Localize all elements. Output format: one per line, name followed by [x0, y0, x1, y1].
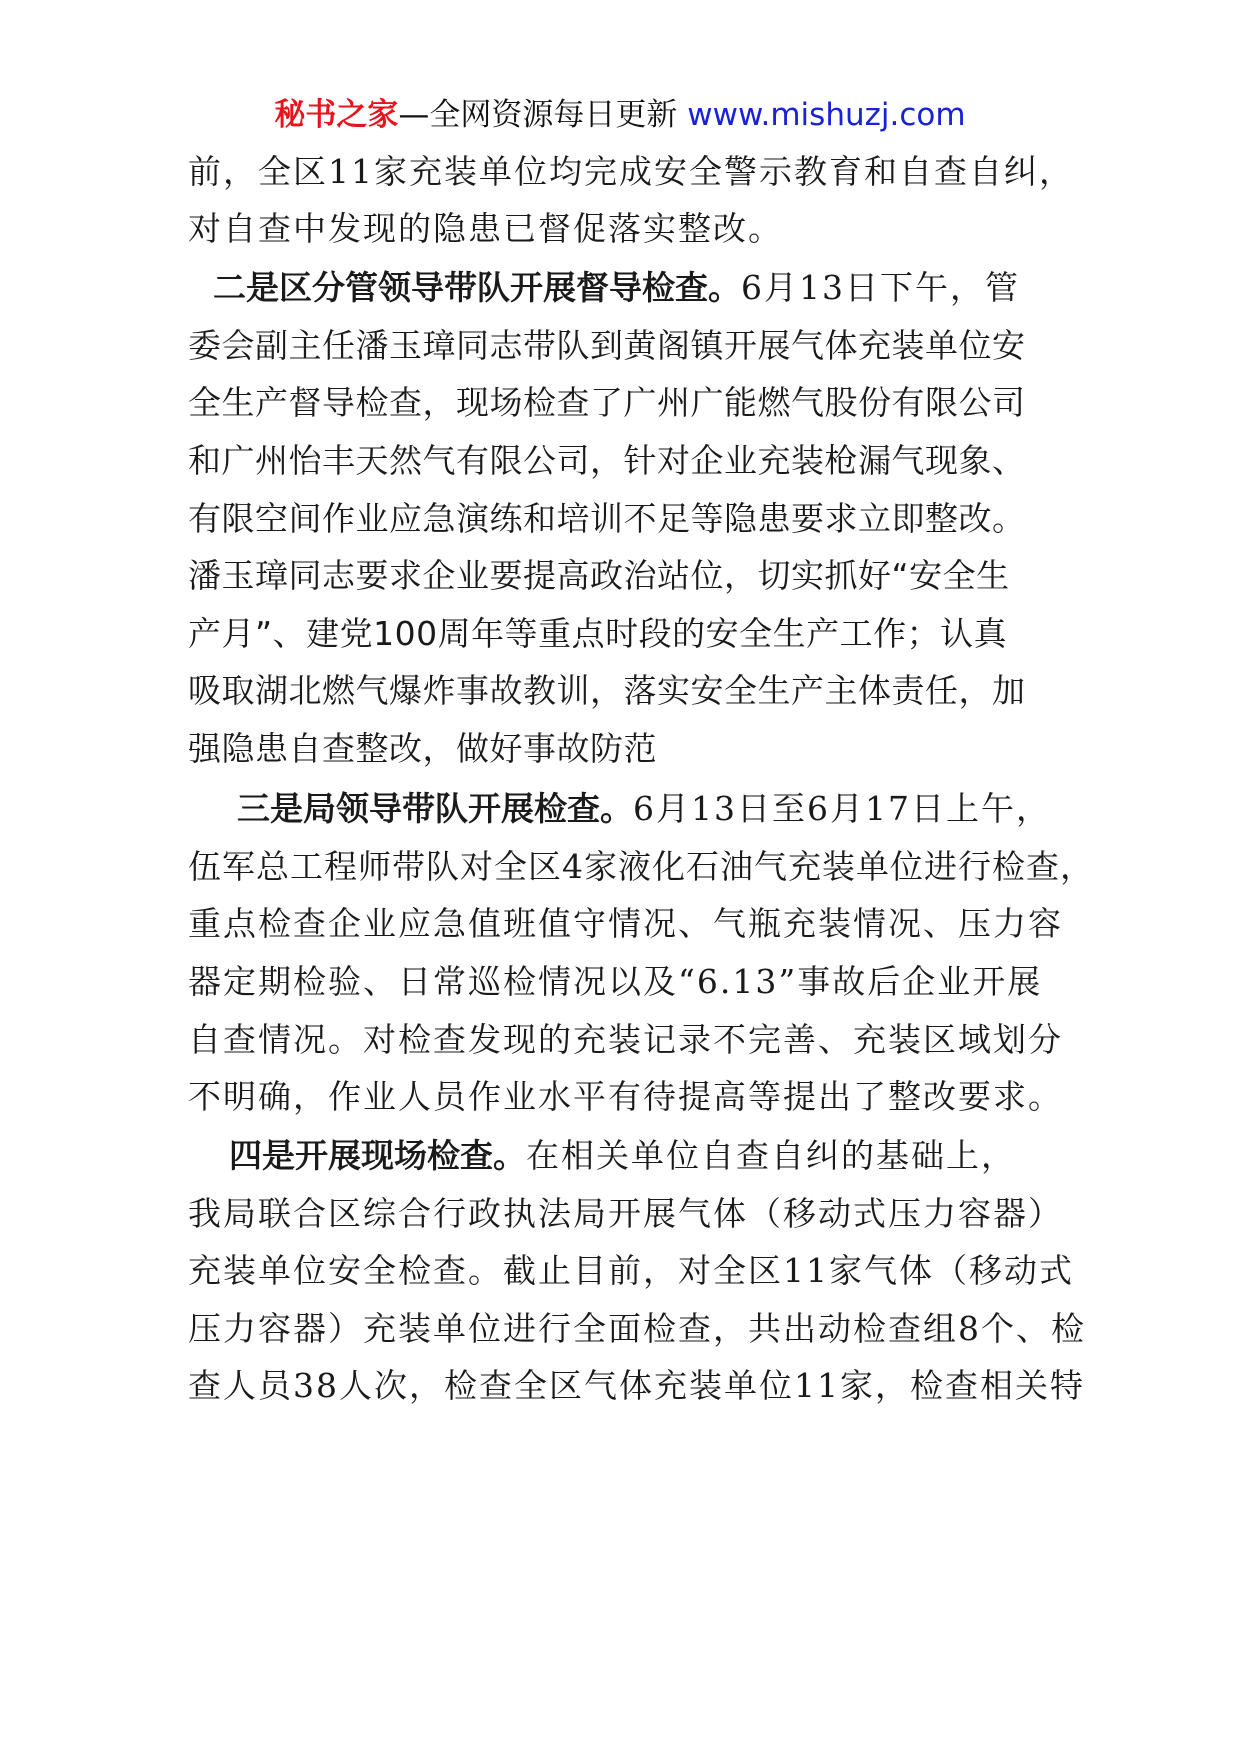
p3-line: 自查情况。对检查发现的充装记录不完善、充装区域划分 — [188, 1020, 1063, 1059]
p3-heading: 三是局领导带队开展检查。 — [237, 789, 633, 828]
p4-heading: 四是开展现场检查。 — [229, 1136, 526, 1175]
p2-line: 产月”、建党100周年等重点时段的安全生产工作；认真 — [188, 614, 1008, 653]
p3-line: 重点检查企业应急值班值守情况、气瓶充装情况、压力容 — [188, 904, 1063, 943]
p4-line: 充装单位安全检查。截止目前，对全区11家气体（移动式 — [188, 1251, 1074, 1290]
p2-heading: 二是区分管领导带队开展督导检查。 — [213, 268, 741, 307]
p3-first-line — [237, 787, 1051, 831]
p2-line: 有限空间作业应急演练和培训不足等隐患要求立即整改。 — [188, 499, 1026, 538]
p2-line: 吸取湖北燃气爆炸事故教训，落实安全生产主体责任，加 — [188, 671, 1026, 710]
header-brand: 秘书之家 — [274, 97, 399, 133]
header-tagline: —全网资源每日更新 — [398, 97, 678, 133]
p4-line: 查人员38人次，检查全区气体充装单位11家，检查相关特 — [188, 1366, 1085, 1405]
p2-first-tail: 6月13日下午，管 — [741, 268, 1020, 307]
p3-first-tail: 6月13日至6月17日上午， — [633, 789, 1051, 828]
p2-line: 和广州怡丰天然气有限公司，针对企业充装枪漏气现象、 — [188, 441, 1026, 480]
p1-line: 对自查中发现的隐患已督促落实整改。 — [188, 209, 783, 248]
p2-line: 全生产督导检查，现场检查了广州广能燃气股份有限公司 — [188, 383, 1026, 422]
p3-line: 伍军总工程师带队对全区4家液化石油气充装单位进行检查， — [188, 847, 1094, 886]
header-url-link[interactable]: www.mishuzj.com — [687, 97, 966, 133]
p4-line: 压力容器）充装单位进行全面检查，共出动检查组8个、检 — [188, 1309, 1086, 1348]
p2-line: 潘玉璋同志要求企业要提高政治站位，切实抓好“安全生 — [188, 556, 1010, 595]
p4-line: 我局联合区综合行政执法局开展气体（移动式压力容器） — [188, 1194, 1063, 1233]
p1-line: 前，全区11家充装单位均完成安全警示教育和自查自纠， — [188, 152, 1074, 191]
p3-line: 器定期检验、日常巡检情况以及“6.13”事故后企业开展 — [188, 962, 1043, 1001]
page-header — [0, 95, 1240, 135]
p3-line: 不明确，作业人员作业水平有待提高等提出了整改要求。 — [188, 1077, 1063, 1116]
p4-first-line — [229, 1134, 1016, 1178]
p2-line: 委会副主任潘玉璋同志带队到黄阁镇开展气体充装单位安 — [188, 326, 1026, 365]
p2-line: 强隐患自查整改，做好事故防范 — [188, 729, 657, 768]
p2-first-line — [213, 266, 1020, 310]
p4-first-tail: 在相关单位自查自纠的基础上， — [526, 1136, 1016, 1175]
